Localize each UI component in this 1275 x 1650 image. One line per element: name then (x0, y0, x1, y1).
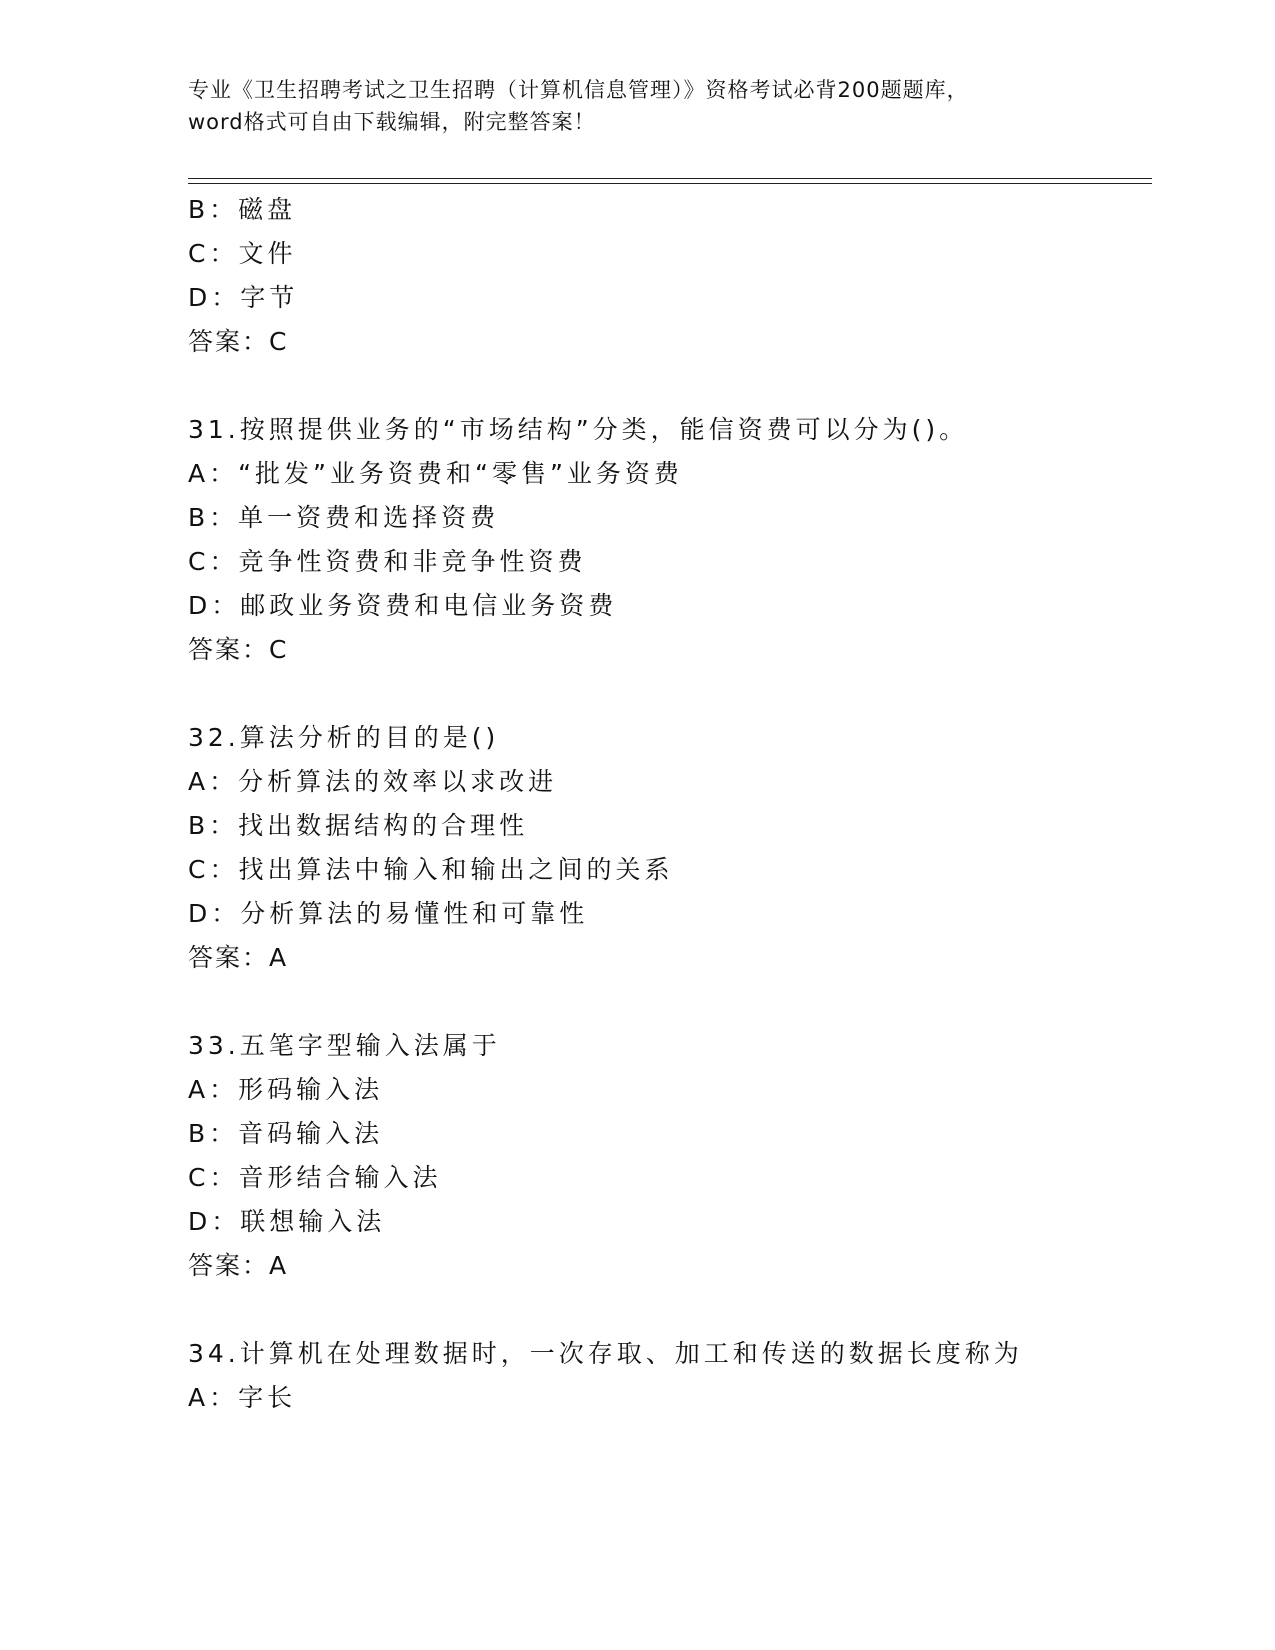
question-31-stem: 31.按照提供业务的“市场结构”分类，能信资费可以分为()。 (188, 415, 969, 444)
header-divider-top (188, 178, 1152, 179)
question-31-option-c: C：竞争性资费和非竞争性资费 (188, 547, 587, 576)
answer: 答案：C (188, 327, 289, 356)
question-33-stem: 33.五笔字型输入法属于 (188, 1031, 501, 1060)
question-31-answer: 答案：C (188, 635, 289, 664)
header-divider-bottom (188, 183, 1152, 184)
question-31-option-b: B：单一资费和选择资费 (188, 503, 500, 532)
question-33-answer: 答案：A (188, 1251, 289, 1280)
document-header (188, 74, 1088, 138)
option-c: C：文件 (188, 239, 297, 268)
question-32-stem: 32.算法分析的目的是() (188, 723, 500, 752)
question-32-option-d: D：分析算法的易懂性和可靠性 (188, 899, 589, 928)
header-line-2: word格式可自由下载编辑，附完整答案！ (188, 110, 596, 134)
question-31-option-d: D：邮政业务资费和电信业务资费 (188, 591, 618, 620)
question-33-option-c: C：音形结合输入法 (188, 1163, 442, 1192)
question-33-option-a: A：形码输入法 (188, 1075, 384, 1104)
question-32-option-a: A：分析算法的效率以求改进 (188, 767, 558, 796)
question-32-answer: 答案：A (188, 943, 289, 972)
question-33-option-b: B：音码输入法 (188, 1119, 384, 1148)
question-32-option-b: B：找出数据结构的合理性 (188, 811, 529, 840)
question-31-option-a: A：“批发”业务资费和“零售”业务资费 (188, 459, 683, 488)
question-32-option-c: C：找出算法中输入和输出之间的关系 (188, 855, 674, 884)
option-d: D：字节 (188, 283, 299, 312)
question-34-option-a: A：字长 (188, 1383, 297, 1412)
question-34-stem: 34.计算机在处理数据时，一次存取、加工和传送的数据长度称为 (188, 1339, 1023, 1368)
option-b: B：磁盘 (188, 195, 297, 224)
header-line-1: 专业《卫生招聘考试之卫生招聘（计算机信息管理）》资格考试必背200题题库， (188, 78, 969, 102)
question-33-option-d: D：联想输入法 (188, 1207, 386, 1236)
